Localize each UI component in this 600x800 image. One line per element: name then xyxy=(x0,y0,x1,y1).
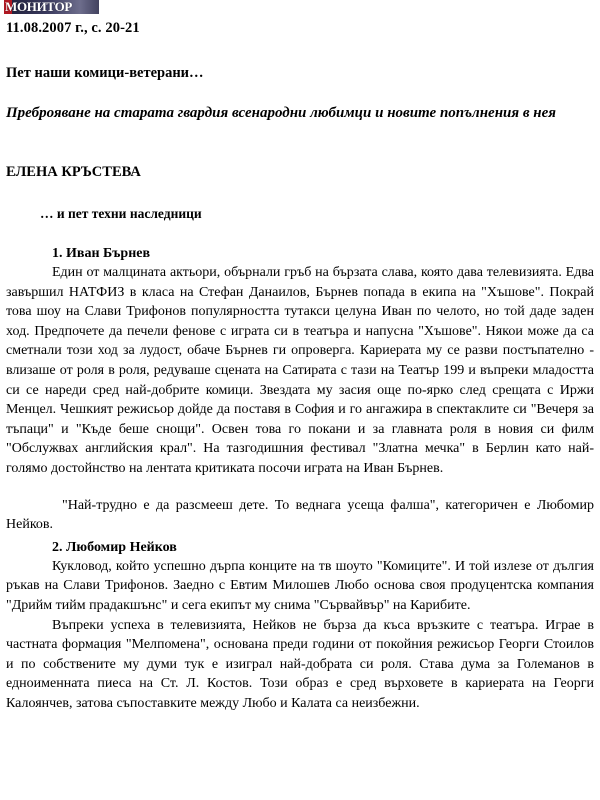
newspaper-masthead-logo xyxy=(4,0,99,14)
masthead-logo-text: МОНИТОР xyxy=(5,0,73,14)
publication-dateline: 11.08.2007 г., с. 20-21 xyxy=(6,20,140,36)
body-paragraph-quote: "Най-трудно е да разсмееш дете. То веднага усеща фалша", категоричен е Любомир Нейков. xyxy=(6,497,594,533)
body-paragraph: Кукловод, който успешно дърпа конците на тв шоуто "Комиците". И той излезе от дългия ръкав на Слави Трифонов. Заедно с Евтим Милошев Любо основа своя продуцентска компания "Дрийм тийм прадакшънс" и сега екипът му снима "Сървайвър" на Карибите. xyxy=(6,558,594,613)
body-paragraph: Един от малцината актьори, обърнали гръб на бързата слава, която дава телевизията. Едва завършил НАТФИЗ в класа на Стефан Данаилов, Бърнев попада в екипа на "Хъшове". Покрай това шоу на Слави Трифонов популярността тутакси целуна Иван по челото, но той даде заден ход. Предпочете да печели фенове с играта си в театъра и напусна "Хъшове". Някои може да са сметнали този ход за лудост, обаче Бърнев ги опроверга. Кариерата му се разви постъпателно - влизаше от роля в роля, редуваше сцената на Сатирата с тази на Театър 199 и въпреки младостта си се нареди сред най-добрите комици. Звездата му засия още по-ярко след срещата с Иржи Менцел. Чешкият режисьор дойде да поставя в София и го ангажира в спектаклите си "Вечеря за тъпаци" и "Къде беше снощи". Освен това го покани и за главната роля в новия си филм "Обслужвах английския крал". На тазгодишния фестивал "Златна мечка" в Берлин като най-голямо достойнство на лентата критиката посочи играта на Иван Бърнев. xyxy=(6,265,594,476)
section-title-2: 2. Любомир Нейков xyxy=(52,539,177,555)
article-author: ЕЛЕНА КРЪСТЕВА xyxy=(6,164,141,180)
body-paragraph: Въпреки успеха в телевизията, Нейков не бърза да къса връзките с театъра. Играе в частната формация "Мелпомена", основана преди години от покойния режисьор Георги Стоилов и по собствените му думи тук е изиграл най-добрата си роля. Става дума за Големанов в едноименната пиеса на Ст. Л. Костов. Този образ е сред върховете в кариерата на Георги Калоянчев, затова съпоставките между Любо и Калата са неизбежни. xyxy=(6,617,594,711)
article-headline: Пет наши комици-ветерани… xyxy=(6,65,204,81)
section-title-1: 1. Иван Бърнев xyxy=(52,246,151,261)
article-subheadline: Преброяване на старата гвардия всенародни любимци и новите попълнения в нея xyxy=(6,105,557,121)
article-kicker: … и пет техни наследници xyxy=(40,206,202,221)
